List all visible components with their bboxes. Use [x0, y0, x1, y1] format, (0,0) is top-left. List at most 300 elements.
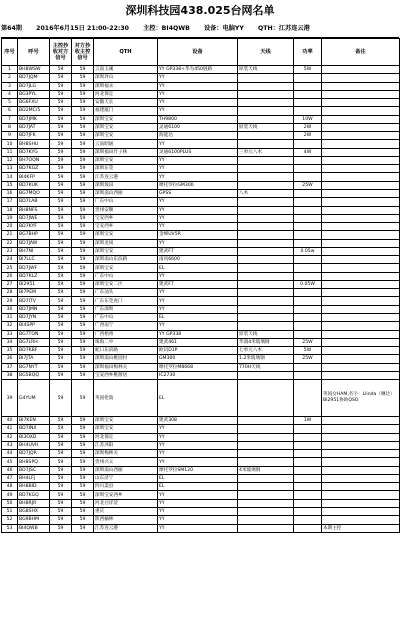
- table-cell: [322, 206, 400, 214]
- table-cell: G4YUM: [18, 380, 50, 417]
- table-cell: [322, 355, 400, 363]
- table-cell: 59: [72, 289, 94, 297]
- table-cell: [322, 198, 400, 206]
- table-cell: [294, 74, 322, 82]
- table-cell: [322, 297, 400, 305]
- table-cell: [294, 483, 322, 491]
- table-cell: BG7BHP: [18, 231, 50, 239]
- table-cell: 59: [72, 74, 94, 82]
- table-cell: YY: [158, 107, 238, 115]
- table-cell: BD7JQM: [18, 74, 50, 82]
- table-cell: 59: [72, 231, 94, 239]
- table-cell: 深圳宝安: [94, 231, 158, 239]
- table-cell: 49: [2, 491, 18, 499]
- table-cell: [294, 239, 322, 247]
- table-cell: 三单元八木: [238, 148, 294, 156]
- table-cell: [294, 524, 322, 532]
- document-title: 深圳科技园438.025台网名单: [125, 4, 275, 17]
- table-cell: [238, 297, 294, 305]
- table-cell: 59: [72, 355, 94, 363]
- table-cell: 59: [72, 466, 94, 474]
- table-cell: 59: [72, 305, 94, 313]
- table-cell: 59: [50, 313, 72, 321]
- table-cell: 59: [50, 363, 72, 371]
- table-row: [2, 491, 400, 499]
- table-cell: YY: [158, 458, 238, 466]
- table-cell: 59: [72, 322, 94, 330]
- table-row: [2, 90, 400, 98]
- table-row: [2, 483, 400, 491]
- table-cell: [294, 516, 322, 524]
- table-cell: 59: [72, 483, 94, 491]
- table-cell: 52: [2, 516, 18, 524]
- table-cell: 5W: [294, 66, 322, 74]
- table-cell: 51: [2, 508, 18, 516]
- table-row: [2, 165, 400, 173]
- table-cell: YY: [158, 491, 238, 499]
- table-cell: BD7JLG: [18, 82, 50, 90]
- table-cell: YY: [158, 90, 238, 98]
- table-cell: [322, 458, 400, 466]
- table-cell: 33: [2, 330, 18, 338]
- table-cell: 四川渠县: [94, 483, 158, 491]
- table-cell: 宝安西乡: [94, 223, 158, 231]
- table-row: [2, 297, 400, 305]
- table-cell: 59: [72, 239, 94, 247]
- table-cell: 59: [50, 380, 72, 417]
- table-cell: BI4QWB: [18, 524, 50, 532]
- table-cell: [294, 289, 322, 297]
- table-cell: BD7KGQ: [18, 491, 50, 499]
- table-cell: 广东中山: [94, 272, 158, 280]
- table-cell: BH7NI: [18, 247, 50, 255]
- table-cell: YY: [158, 433, 238, 441]
- table-cell: 59: [50, 66, 72, 74]
- table-cell: 59: [50, 206, 72, 214]
- table-row: [2, 450, 400, 458]
- table-cell: [238, 181, 294, 189]
- session-qth: QTH：江苏连云港: [258, 25, 310, 32]
- table-cell: 39: [2, 380, 18, 417]
- table-cell: [294, 313, 322, 321]
- table-cell: 华润4米玻璃钢: [238, 338, 294, 346]
- table-cell: 59: [50, 115, 72, 123]
- table-cell: YY: [158, 239, 238, 247]
- table-cell: 48: [2, 483, 18, 491]
- table-cell: 4米玻璃钢: [238, 466, 294, 474]
- table-cell: [322, 330, 400, 338]
- table-cell: 59: [50, 524, 72, 532]
- table-cell: EL: [158, 264, 238, 272]
- table-row: [2, 272, 400, 280]
- table-cell: [294, 380, 322, 417]
- table-cell: 59: [50, 99, 72, 107]
- table-cell: 59: [50, 90, 72, 98]
- table-cell: 2: [2, 74, 18, 82]
- table-cell: 25W: [294, 181, 322, 189]
- table-row: [2, 441, 400, 449]
- table-cell: 59: [72, 214, 94, 222]
- table-cell: 深圳南山西丽: [94, 466, 158, 474]
- table-cell: BH8SPQ: [18, 458, 50, 466]
- table-cell: [238, 450, 294, 458]
- table-row: [2, 380, 400, 417]
- table-cell: 19: [2, 214, 18, 222]
- table-cell: 广东中山: [94, 313, 158, 321]
- table-cell: YY: [158, 322, 238, 330]
- table-cell: [322, 450, 400, 458]
- table-cell: [322, 156, 400, 164]
- table-cell: 江苏连云港: [94, 173, 158, 181]
- table-cell: BD7JMK: [18, 115, 50, 123]
- table-cell: 原装天线: [238, 66, 294, 74]
- column-header: 备注: [322, 39, 400, 66]
- table-cell: 深圳宝安西乡: [94, 491, 158, 499]
- table-row: [2, 338, 400, 346]
- table-cell: [294, 305, 322, 313]
- session-datetime: 2016年6月15日 21:00-22:30: [36, 25, 129, 32]
- table-cell: IC2730: [158, 371, 238, 379]
- table-cell: 七单元八木: [238, 347, 294, 355]
- table-cell: 59: [50, 466, 72, 474]
- table-cell: [294, 466, 322, 474]
- table-cell: 59: [72, 458, 94, 466]
- table-cell: [294, 173, 322, 181]
- table-cell: 深圳宝安: [94, 417, 158, 425]
- table-cell: 59: [50, 330, 72, 338]
- table-cell: 深圳宝安: [94, 425, 158, 433]
- table-cell: BD7INX: [18, 425, 50, 433]
- table-cell: YY: [158, 450, 238, 458]
- table-cell: 59: [50, 280, 72, 288]
- table-cell: BD2MC/5: [18, 107, 50, 115]
- table-row: [2, 516, 400, 524]
- table-cell: BI7LLC: [18, 256, 50, 264]
- table-cell: [238, 231, 294, 239]
- table-cell: [294, 156, 322, 164]
- table-cell: BI3OXD: [18, 433, 50, 441]
- table-cell: [238, 305, 294, 313]
- table-cell: 8: [2, 123, 18, 131]
- table-cell: 摩托罗拉M8668: [158, 363, 238, 371]
- table-row: [2, 330, 400, 338]
- table-cell: 59: [72, 198, 94, 206]
- table-cell: 6: [2, 107, 18, 115]
- table-cell: 重庆: [94, 508, 158, 516]
- table-cell: 江苏沭阳: [94, 441, 158, 449]
- table-cell: 59: [50, 289, 72, 297]
- table-cell: [238, 239, 294, 247]
- table-cell: YY: [158, 223, 238, 231]
- table-cell: 26: [2, 272, 18, 280]
- table-cell: [238, 90, 294, 98]
- table-cell: 4W: [294, 148, 322, 156]
- table-cell: [294, 140, 322, 148]
- table-cell: 安徽天长: [94, 99, 158, 107]
- table-cell: 44: [2, 450, 18, 458]
- table-cell: YY: [158, 516, 238, 524]
- table-cell: [322, 256, 400, 264]
- table-cell: 59: [50, 450, 72, 458]
- session-host: 主控：BI4QWB: [143, 25, 190, 32]
- table-cell: 59: [72, 499, 94, 507]
- table-cell: 34: [2, 338, 18, 346]
- table-cell: BH8WSW: [18, 66, 50, 74]
- table-cell: [294, 214, 322, 222]
- table-cell: 25W: [294, 355, 322, 363]
- table-cell: 22: [2, 239, 18, 247]
- table-row: [2, 223, 400, 231]
- table-cell: YY GP338: [158, 330, 238, 338]
- table-cell: [238, 156, 294, 164]
- table-cell: 灵通6100PLUS: [158, 148, 238, 156]
- table-cell: [294, 206, 322, 214]
- table-cell: BH8SHU: [18, 140, 50, 148]
- table-cell: [294, 99, 322, 107]
- table-cell: 42: [2, 433, 18, 441]
- table-cell: 河北保定: [94, 90, 158, 98]
- table-row: [2, 458, 400, 466]
- table-cell: 59: [72, 264, 94, 272]
- table-cell: EL: [158, 380, 238, 417]
- table-cell: [294, 165, 322, 173]
- table-row: [2, 425, 400, 433]
- table-row: [2, 474, 400, 482]
- table-row: [2, 198, 400, 206]
- table-cell: BD7JQR: [18, 450, 50, 458]
- table-cell: YY: [158, 272, 238, 280]
- table-cell: 59: [72, 347, 94, 355]
- table-cell: [294, 223, 322, 231]
- table-cell: [238, 140, 294, 148]
- table-cell: [238, 483, 294, 491]
- table-cell: BD7KYF: [18, 223, 50, 231]
- table-cell: BD7JMN: [18, 305, 50, 313]
- table-cell: 福建厦门: [94, 107, 158, 115]
- table-cell: BG7TON: [18, 330, 50, 338]
- table-row: [2, 231, 400, 239]
- table-cell: [322, 223, 400, 231]
- roster-table: [1, 38, 400, 533]
- table-cell: [294, 264, 322, 272]
- table-cell: BD7JAW: [18, 239, 50, 247]
- column-header: 天线: [238, 39, 294, 66]
- table-cell: [322, 425, 400, 433]
- table-cell: 蛇口东滨路: [94, 347, 158, 355]
- session-number: 第64期: [1, 25, 22, 32]
- table-cell: 59: [50, 256, 72, 264]
- table-cell: 深圳宝安: [94, 123, 158, 131]
- table-row: [2, 433, 400, 441]
- table-cell: [294, 322, 322, 330]
- table-row: [2, 264, 400, 272]
- table-cell: 深圳宝安二区: [94, 280, 158, 288]
- table-cell: [322, 214, 400, 222]
- table-cell: 英国女HAM,名字：Llinda（琳达）BI2951协助QSO: [322, 380, 400, 417]
- table-cell: [294, 474, 322, 482]
- table-cell: 59: [50, 123, 72, 131]
- table-cell: [294, 508, 322, 516]
- table-cell: [238, 425, 294, 433]
- table-cell: [238, 508, 294, 516]
- table-row: [2, 280, 400, 288]
- table-cell: 原装天线: [238, 330, 294, 338]
- table-cell: 59: [72, 66, 94, 74]
- table-cell: [322, 239, 400, 247]
- table-row: [2, 206, 400, 214]
- table-cell: 英国伦敦: [94, 380, 158, 417]
- table-cell: YY: [158, 99, 238, 107]
- table-cell: BG9BHM: [18, 516, 50, 524]
- table-cell: [322, 289, 400, 297]
- table-cell: YY GP338+华为450链路: [158, 66, 238, 74]
- table-cell: BD7JSC: [18, 466, 50, 474]
- table-cell: 59: [50, 272, 72, 280]
- table-cell: [322, 272, 400, 280]
- table-cell: 59: [72, 450, 94, 458]
- table-cell: 深圳宝安: [94, 156, 158, 164]
- table-cell: 14: [2, 173, 18, 181]
- table-cell: BI7KEN: [18, 417, 50, 425]
- table-cell: 40: [2, 417, 18, 425]
- table-cell: 770H天线: [238, 363, 294, 371]
- table-cell: BD7JWF: [18, 264, 50, 272]
- table-cell: 59: [72, 417, 94, 425]
- table-cell: 59: [72, 280, 94, 288]
- table-cell: GPSS: [158, 189, 238, 197]
- column-header: 设备: [158, 39, 238, 66]
- table-cell: 山东济宁: [94, 474, 158, 482]
- table-cell: [322, 441, 400, 449]
- table-cell: [322, 66, 400, 74]
- table-cell: [238, 491, 294, 499]
- table-cell: BH8BID: [18, 483, 50, 491]
- table-cell: YY: [158, 289, 238, 297]
- table-cell: [322, 433, 400, 441]
- table-cell: 59: [50, 322, 72, 330]
- table-cell: [294, 425, 322, 433]
- table-cell: 灵通6100: [158, 123, 238, 131]
- table-cell: [238, 322, 294, 330]
- table-cell: 20: [2, 223, 18, 231]
- table-cell: [294, 441, 322, 449]
- table-cell: [238, 256, 294, 264]
- table-cell: 21: [2, 231, 18, 239]
- table-cell: 59: [72, 524, 94, 532]
- table-row: [2, 499, 400, 507]
- table-cell: 59: [50, 305, 72, 313]
- table-cell: 深圳南山西丽: [94, 189, 158, 197]
- table-cell: 59: [72, 123, 94, 131]
- table-row: [2, 82, 400, 90]
- table-cell: 59: [50, 148, 72, 156]
- table-cell: 建武461: [158, 338, 238, 346]
- table-cell: 宝安西乡桃源居: [94, 371, 158, 379]
- table-row: [2, 355, 400, 363]
- table-cell: 45: [2, 458, 18, 466]
- table-cell: [294, 499, 322, 507]
- table-cell: 5: [2, 99, 18, 107]
- table-row: [2, 256, 400, 264]
- table-cell: [322, 148, 400, 156]
- table-cell: [294, 330, 322, 338]
- table-cell: 59: [72, 173, 94, 181]
- table-cell: [294, 371, 322, 379]
- table-row: [2, 247, 400, 255]
- table-cell: 23: [2, 247, 18, 255]
- table-cell: [238, 82, 294, 90]
- table-cell: [238, 74, 294, 82]
- table-cell: 1.2米玻璃钢: [238, 355, 294, 363]
- table-row: [2, 313, 400, 321]
- table-cell: [294, 82, 322, 90]
- table-cell: 宝安西乡: [94, 214, 158, 222]
- table-cell: 43: [2, 441, 18, 449]
- table-cell: 深圳龙岗: [94, 239, 158, 247]
- table-cell: 河北保定: [94, 433, 158, 441]
- table-cell: 1: [2, 66, 18, 74]
- table-row: [2, 214, 400, 222]
- table-cell: 59: [72, 82, 94, 90]
- table-cell: [238, 223, 294, 231]
- table-cell: 13: [2, 165, 18, 173]
- table-cell: 59: [50, 297, 72, 305]
- table-cell: 59: [50, 223, 72, 231]
- table-cell: YY: [158, 425, 238, 433]
- table-cell: 1W: [294, 417, 322, 425]
- table-cell: [322, 173, 400, 181]
- table-cell: 59: [72, 256, 94, 264]
- table-cell: 深圳宝安: [94, 132, 158, 140]
- table-cell: 59: [50, 441, 72, 449]
- table-cell: [322, 132, 400, 140]
- table-cell: 59: [72, 474, 94, 482]
- table-cell: 12: [2, 156, 18, 164]
- table-cell: BG5BQQ: [18, 371, 50, 379]
- table-cell: [238, 499, 294, 507]
- table-cell: 59: [72, 189, 94, 197]
- table-cell: [238, 214, 294, 222]
- table-row: [2, 239, 400, 247]
- table-body: [2, 66, 400, 533]
- table-cell: 59: [72, 272, 94, 280]
- table-cell: BG7MQO: [18, 189, 50, 197]
- table-cell: [322, 280, 400, 288]
- column-header: QTH: [94, 39, 158, 66]
- table-cell: BH4LFJ: [18, 474, 50, 482]
- table-cell: [322, 499, 400, 507]
- table-cell: [322, 322, 400, 330]
- table-cell: 广西梧州: [94, 330, 158, 338]
- table-cell: [322, 305, 400, 313]
- table-cell: [322, 247, 400, 255]
- table-cell: 59: [50, 425, 72, 433]
- table-cell: YY: [158, 74, 238, 82]
- table-cell: YY: [158, 297, 238, 305]
- table-row: [2, 322, 400, 330]
- table-cell: YY: [158, 165, 238, 173]
- column-header: 对方抄收主控信号: [72, 39, 94, 66]
- table-cell: 59: [72, 338, 94, 346]
- table-cell: 2W: [294, 132, 322, 140]
- table-cell: 59: [50, 483, 72, 491]
- table-cell: [294, 491, 322, 499]
- table-cell: 八木: [238, 189, 294, 197]
- table-cell: [294, 297, 322, 305]
- table-cell: 10: [2, 140, 18, 148]
- table-cell: YY: [158, 441, 238, 449]
- table-cell: [238, 107, 294, 115]
